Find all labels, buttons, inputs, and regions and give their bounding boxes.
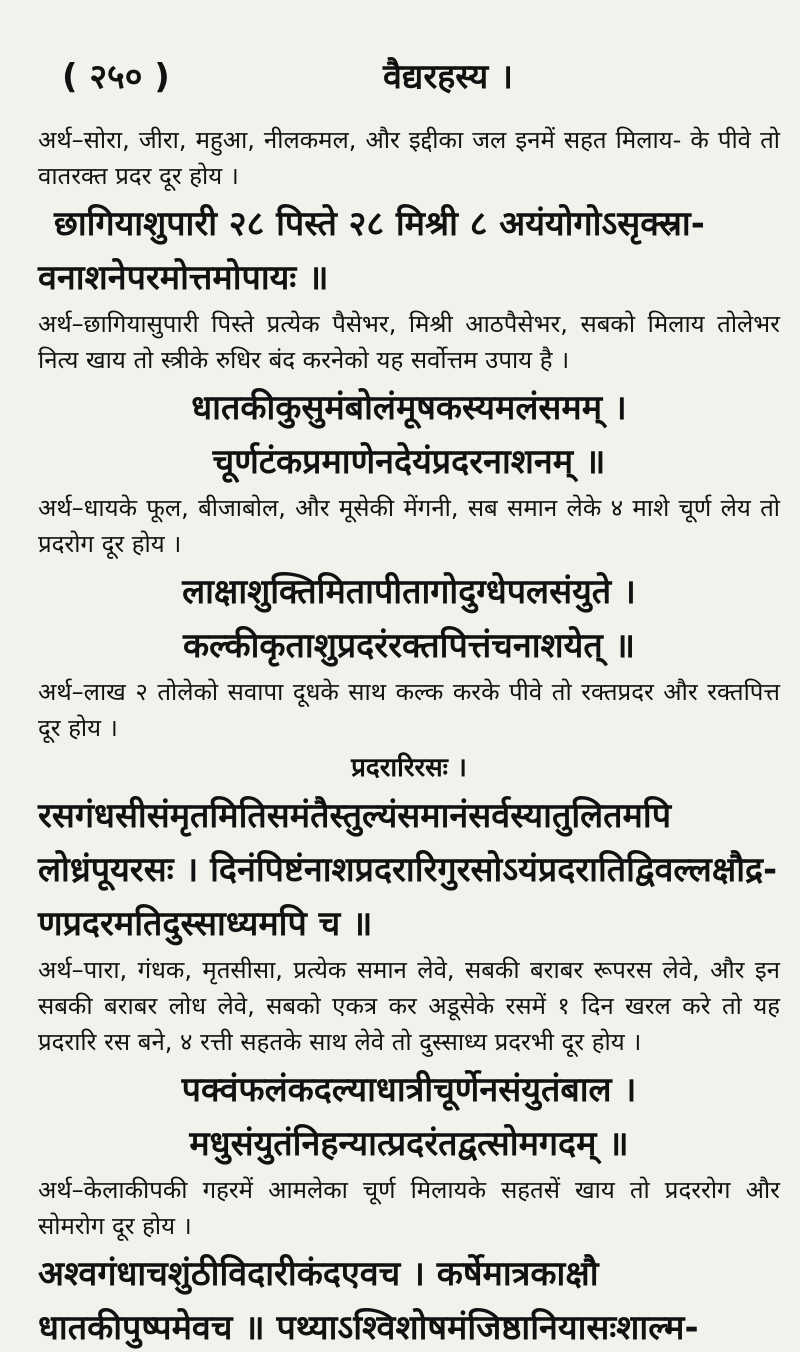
verse-line: पक्वंफलंकदल्याधात्रीचूर्णेनसंयुतंबाल ।	[181, 1070, 637, 1110]
verse-line: धातकीकुसुमंबोलंमूषकस्यमलंसमम् ।	[191, 388, 627, 428]
verse-line: वनाशनेपरमोत्तमोपायः ॥	[38, 258, 329, 298]
verse-line: लोध्रंपूयरसः । दिनंपिष्टंनाशप्रदरारिगुरसोऽयंप्रदरातिद्विवल्लक्षौद्र-	[38, 850, 778, 890]
meaning-text: अर्थ–धायके फूल, बीजाबोल, और मूसेकी मेंगनी, सब समान लेके ४ माशे चूर्ण लेय तो प्रदरोग दूर होय ।	[38, 494, 780, 558]
meaning-text: अर्थ–सोरा, जीरा, महुआ, नीलकमल, और इद्दीका जल इनमें सहत मिलाय- के पीवे तो वातरक्त प्रदर दूर होय ।	[38, 126, 780, 190]
verse-line: छागियाशुपारी २८ पिस्ते २८ मिश्री ८ अयंयोगोऽसृक्स्रा-	[54, 204, 705, 244]
verse-line: लाक्षाशुक्तिमितापीतागोदुग्धेपलसंयुते ।	[182, 572, 636, 612]
meaning-text: अर्थ–केलाकीपकी गहरमें आमलेका चूर्ण मिलायके सहतसें खाय तो प्रदररोग और सोमरोग दूर होय ।	[38, 1176, 780, 1240]
page-number: ( २५० )	[62, 57, 170, 97]
page-header	[38, 52, 780, 122]
verse-line: मधुसंयुतंनिहन्यात्प्रदरंतद्वत्सोमगदम् ॥	[189, 1124, 629, 1164]
verse-line: कल्कीकृताशुप्रदरंरक्तपित्तंचनाशयेत् ॥	[183, 626, 635, 666]
meaning-text: अर्थ–छागियासुपारी पिस्ते प्रत्येक पैसेभर, मिश्री आठपैसेभर, सबको मिलाय तोलेभर नित्य खाय तो स्त्रीके रुधिर बंद करनेको यह सर्वोत्तम उपाय है ।	[38, 310, 780, 374]
verse-line: अश्वगंधाचशुंठीविदारीकंदएवच । कर्षेमात्रकाक्षौ	[38, 1254, 599, 1294]
meaning-text: अर्थ–पारा, गंधक, मृतसीसा, प्रत्येक समान लेवे, सबकी बराबर रूपरस लेवे, और इन सबकी बराबर लोध लेवे, सबको एकत्र कर अडूसेके रसमें १ दिन खरल करे तो यह प्रदरारि रस बने, ४ रत्ती सहतके साथ लेवे तो दुस्साध्य प्रदरभी दूर होय ।	[38, 956, 780, 1056]
running-title: वैद्यरहस्य ।	[383, 57, 513, 97]
verse-line: चूर्णटंकप्रमाणेनदेयंप्रदरनाशनम् ॥	[212, 442, 606, 482]
verse-line: रसगंधसीसंमृतमितिसमंतैस्तुल्यंसमानंसर्वस्यातुलितमपि	[38, 796, 672, 836]
body-text	[38, 122, 780, 1352]
section-heading: प्रदरारिरसः ।	[351, 753, 467, 783]
meaning-text: अर्थ–लाख २ तोलेको सवापा दूधके साथ कल्क करके पीवे तो रक्तप्रदर और रक्तपित्त दूर होय ।	[38, 678, 780, 742]
verse-line: णप्रदरमतिदुस्साध्यमपि च ॥	[38, 904, 373, 944]
verse-line: धातकीपुष्पमेवच ॥ पथ्याऽश्विशोषमंजिष्ठानियासःशाल्म-	[38, 1308, 699, 1348]
